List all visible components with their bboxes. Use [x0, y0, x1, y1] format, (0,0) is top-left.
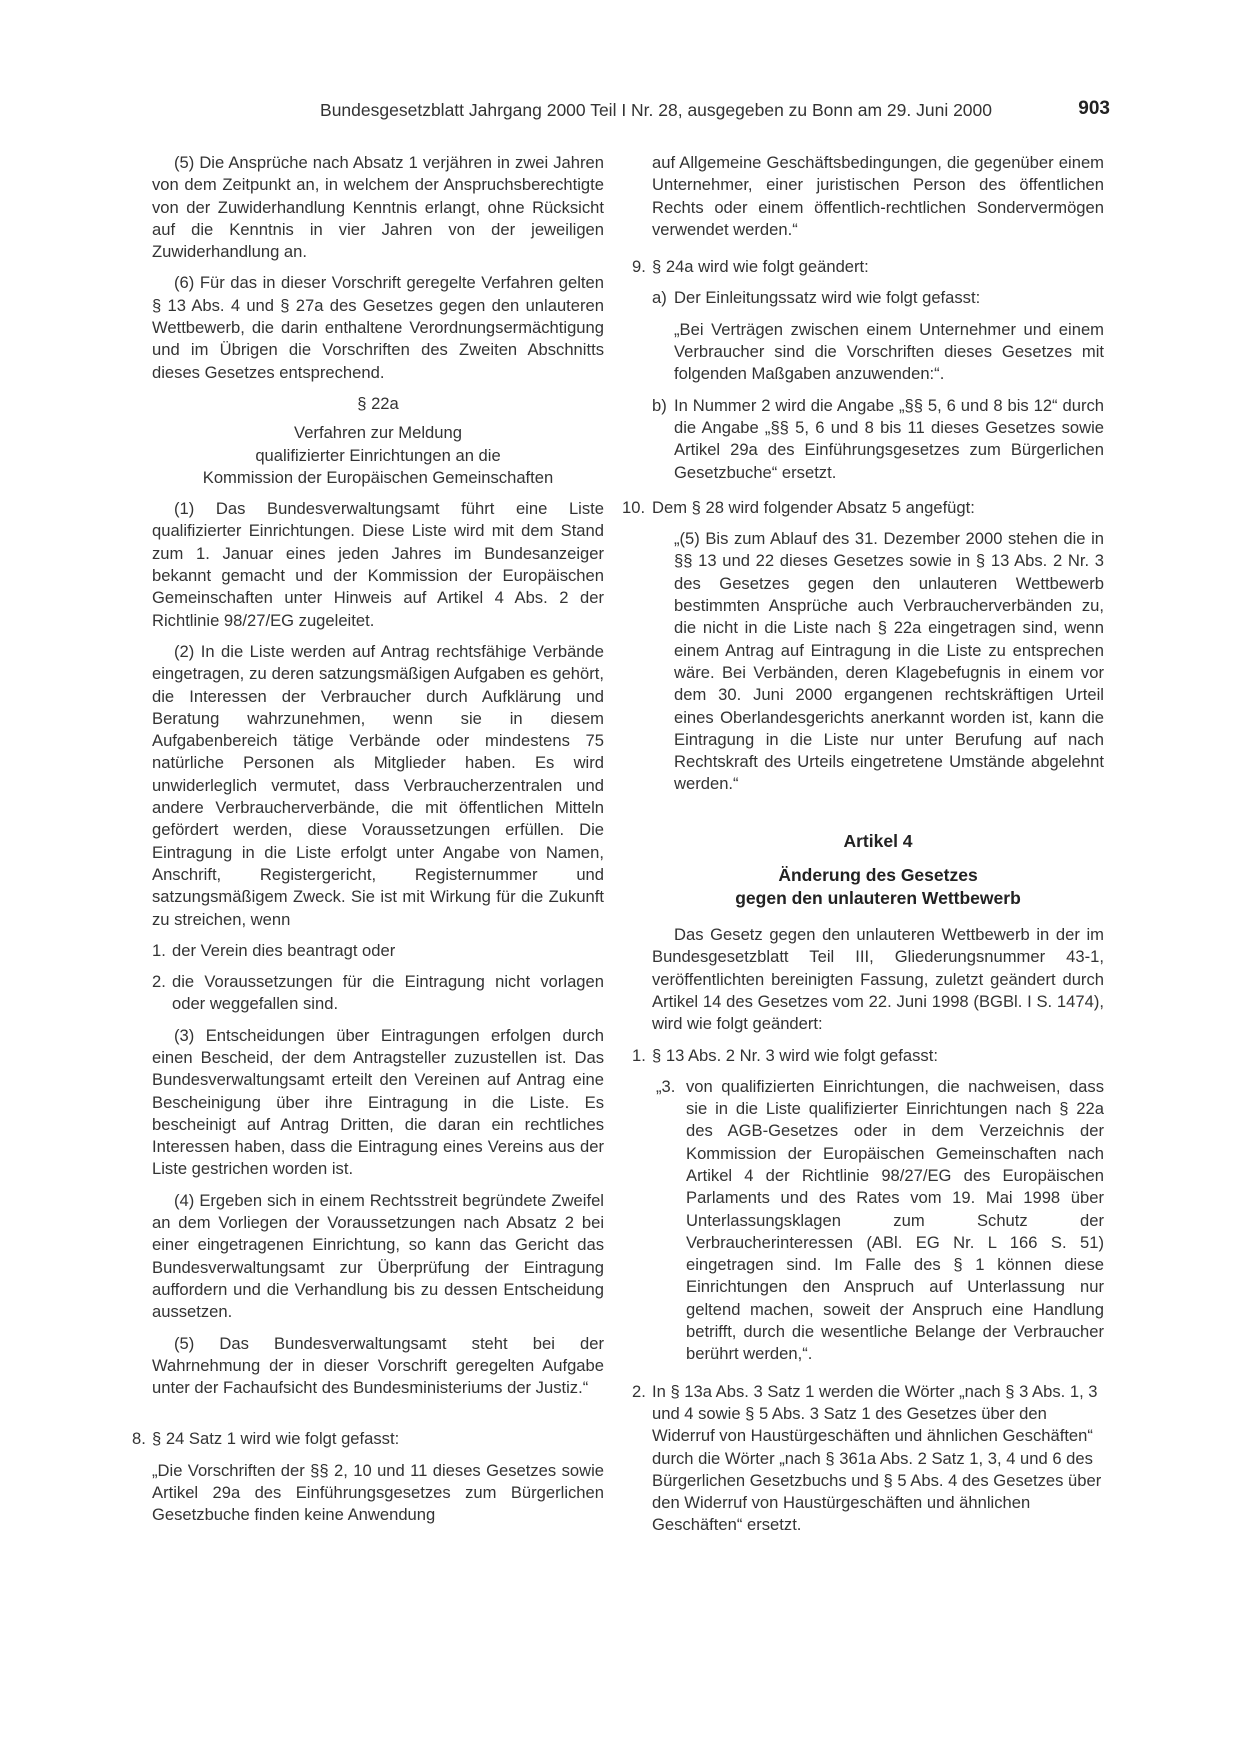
item-number: 9.: [632, 257, 646, 277]
list-item-number: 2.: [152, 972, 166, 992]
article-item-2: [632, 1381, 1104, 1537]
item-number: 10.: [622, 497, 646, 517]
header-title: Bundesgesetzblatt Jahrgang 2000 Teil I Nr. 28, ausgegeben zu Bonn am 29. Juni 2000: [320, 100, 992, 120]
article-item-1-quote: [656, 1076, 1104, 1366]
sub-item-letter: a): [652, 288, 667, 308]
page-header: [140, 98, 1110, 126]
item-text: In § 13a Abs. 3 Satz 1 werden die Wörter „nach § 3 Abs. 1, 3 und 4 sowie § 5 Abs. 3 Satz 1 des Gesetzes über den Widerruf von Haustürgeschäften und ähnlichen Geschäften“ durch die Wörter „nach § 361a Abs. 2 Satz 1, 3, 4 und 6 des Bürgerlichen Gesetzbuchs und § 5 Abs. 4 des Gesetzes über den Widerruf von Haustürgeschäften und ähnlichen Geschäften“ ersetzt.: [652, 1381, 1102, 1535]
sub-item-a-quote: „Bei Verträgen zwischen einem Unternehmer und einem Verbraucher sind die Vorschriften dieses Gesetzes mit folgenden Maßgaben anzuwenden:“.: [674, 319, 1104, 384]
page-number: 903: [1078, 98, 1110, 119]
section-title-line-2: qualifizierter Einrichtungen an die: [255, 445, 501, 465]
right-column: [622, 152, 1104, 1546]
subsection-4: (4) Ergeben sich in einem Rechtsstreit begründete Zweifel an dem Vorliegen der Voraussetzungen nach Absatz 2 bei einer eingetragenen Einrichtung, so kann das Gericht das Bundesverwaltungsamt zur Überprüfung der Eintragung auffordern und die Verhandlung bis zu dessen Entscheidung aussetzen.: [152, 1190, 604, 1322]
article-title: [652, 864, 1104, 910]
paragraph-6: (6) Für das in dieser Vorschrift geregelte Verfahren gelten § 13 Abs. 4 und § 27a des Gesetzes gegen den unlauteren Wettbewerb, die darin enthaltene Verordnungsermächtigung und im Übrigen die Vorschriften des Zweiten Abschnitts dieses Gesetzes entsprechend.: [152, 273, 604, 382]
item-9: [632, 256, 1104, 278]
section-title-line-1: Verfahren zur Meldung: [294, 423, 462, 443]
sub-item-letter: b): [652, 395, 667, 415]
list-item-text: der Verein dies beantragt oder: [172, 940, 396, 960]
section-title-line-3: Kommission der Europäischen Gemeinschaften: [202, 467, 554, 487]
item-text: § 24a wird wie folgt geändert:: [652, 257, 869, 277]
paragraph-5: (5) Die Ansprüche nach Absatz 1 verjähren in zwei Jahren von dem Zeitpunkt an, in welchem der Anspruchsberechtigte von der Zuwiderhandlung Kenntnis erlangt, ohne Rücksicht auf die Kenntnis in vier Jahren von der jeweiligen Zuwiderhandlung an.: [152, 153, 604, 262]
subsection-5: (5) Das Bundesverwaltungsamt steht bei der Wahrnehmung der in dieser Vorschrift geregelten Aufgabe unter der Fachaufsicht des Bundesministeriums der Justiz.“: [152, 1333, 604, 1398]
sub-item-text: In Nummer 2 wird die Angabe „§§ 5, 6 und 8 bis 12“ durch die Angabe „§§ 5, 6 und 8 bis 11 dieses Gesetzes sowie Artikel 29a des Einführungsgesetzes zum Bürgerlichen Gesetzbuche“ ersetzt.: [674, 395, 1104, 482]
item-number: 1.: [632, 1045, 646, 1065]
article-item-1: [632, 1045, 1104, 1067]
item-text: Dem § 28 wird folgender Absatz 5 angefügt:: [652, 497, 975, 517]
subsection-2: (2) In die Liste werden auf Antrag rechtsfähige Verbände eingetragen, zu deren satzungsmäßigen Aufgaben es gehört, die Interessen der Verbraucher durch Aufklärung und Beratung wahrzunehmen, wenn sie in diesem Aufgabenbereich tätige Verbände oder mindestens 75 natürliche Personen als Mitglieder haben. Es wird unwiderleglich vermutet, dass Verbraucherzentralen und andere Verbraucherverbände, die mit öffentlichen Mitteln gefördert werden, diese Voraussetzungen erfüllen. Die Eintragung in die Liste erfolgt unter Angabe von Namen, Anschrift, Registergericht, Registernummer und satzungsmäßigem Zweck. Sie ist mit Wirkung für die Zukunft zu streichen, wenn: [152, 641, 604, 929]
item-8-quote: „Die Vorschriften der §§ 2, 10 und 11 dieses Gesetzes sowie Artikel 29a des Einführungsgesetzes zum Bürgerlichen Gesetzbuche finden keine Anwendung: [152, 1460, 604, 1525]
list-item-text: die Voraussetzungen für die Eintragung nicht vorlagen oder weggefallen sind.: [172, 972, 604, 1014]
article-title-line-2: gegen den unlauteren Wettbewerb: [735, 888, 1021, 909]
item-10-quote: „(5) Bis zum Ablauf des 31. Dezember 2000 stehen die in §§ 13 und 22 dieses Gesetzes sowie in § 13 Abs. 2 Nr. 3 des Gesetzes gegen den unlauteren Wettbewerb bestimmten Ansprüche auch Verbraucherverbänden zu, die nicht in die Liste nach § 22a eingetragen sind, wenn einem Antrag auf Eintragung in die Liste zu entsprechen wäre. Bei Verbänden, deren Klagebefugnis in einem vor dem 30. Juni 2000 ergangenen rechtskräftigen Urteil eines Oberlandesgerichts anerkannt worden ist, kann die Eintragung in die Liste nur unter Berufung auf nach Rechtskraft des Urteils eingetretene Umstände abgelehnt werden.“: [674, 529, 1104, 794]
section-title: [152, 422, 604, 489]
item-10: [622, 497, 1104, 519]
item-number: 8.: [132, 1429, 146, 1449]
article-number: Artikel 4: [843, 830, 913, 851]
list-item-number: 1.: [152, 940, 166, 960]
left-column: [132, 152, 604, 1536]
section-sign: § 22a: [357, 393, 399, 413]
quote-text: von qualifizierten Einrichtungen, die nachweisen, dass sie in die Liste qualifizierter Einrichtungen nach § 22a des AGB-Gesetzes oder in dem Verzeichnis der Kommission der Europäischen Gemeinschaften nach Artikel 4 der Richtlinie 98/27/EG des Europäischen Parlaments und des Rates vom 19. Mai 1998 über Unterlassungsklagen zum Schutz der Verbraucherinteressen (ABl. EG Nr. L 166 S. 51) eingetragen sind. Im Falle des § 1 können diese Einrichtungen den Anspruch auf Unterlassung nur geltend machen, soweit der Anspruch eine Handlung betrifft, durch die wesentliche Belange der Verbraucher berührt werden,“.: [686, 1076, 1104, 1364]
quote-number: „3.: [656, 1076, 676, 1096]
item-8: [132, 1428, 604, 1450]
subsection-3: (3) Entscheidungen über Eintragungen erfolgen durch einen Bescheid, der dem Antragsteller zuzustellen ist. Das Bundesverwaltungsamt erteilt den Vereinen auf Antrag eine Bescheinigung über ihre Eintragung in die Liste. Es bescheinigt auf Antrag Dritten, die daran ein rechtliches Interessen haben, dass die Eintragung eines Vereins aus der Liste gestrichen worden ist.: [152, 1025, 604, 1179]
sub-item-b: [652, 395, 1104, 484]
article-title-line-1: Änderung des Gesetzes: [778, 865, 978, 886]
item-text: § 24 Satz 1 wird wie folgt gefasst:: [152, 1429, 400, 1449]
article-intro: Das Gesetz gegen den unlauteren Wettbewerb in der im Bundesgesetzblatt Teil III, Gliederungsnummer 43-1, veröffentlichten bereinigten Fassung, zuletzt geändert durch Artikel 14 des Gesetzes vom 22. Juni 1998 (BGBl. I S. 1474), wird wie folgt geändert:: [652, 925, 1104, 1034]
list-item: [152, 940, 604, 962]
continued-text: auf Allgemeine Geschäftsbedingungen, die gegenüber einem Unternehmer, einer juristischen Person des öffentlichen Rechts oder einem öffentlich-rechtlichen Sondervermögen verwendet werden.“: [652, 153, 1104, 239]
sub-item-a: [652, 287, 1104, 309]
item-number: 2.: [632, 1381, 646, 1401]
subsection-1: (1) Das Bundesverwaltungsamt führt eine Liste qualifizierter Einrichtungen. Diese Liste wird mit dem Stand zum 1. Januar eines jeden Jahres im Bundesanzeiger bekannt gemacht und der Kommission der Europäischen Gemeinschaften unter Hinweis auf Artikel 4 Abs. 2 der Richtlinie 98/27/EG zugeleitet.: [152, 499, 604, 630]
sub-item-text: Der Einleitungssatz wird wie folgt gefasst:: [674, 288, 981, 308]
list-item: [152, 971, 604, 1016]
item-text: § 13 Abs. 2 Nr. 3 wird wie folgt gefasst:: [652, 1045, 938, 1065]
